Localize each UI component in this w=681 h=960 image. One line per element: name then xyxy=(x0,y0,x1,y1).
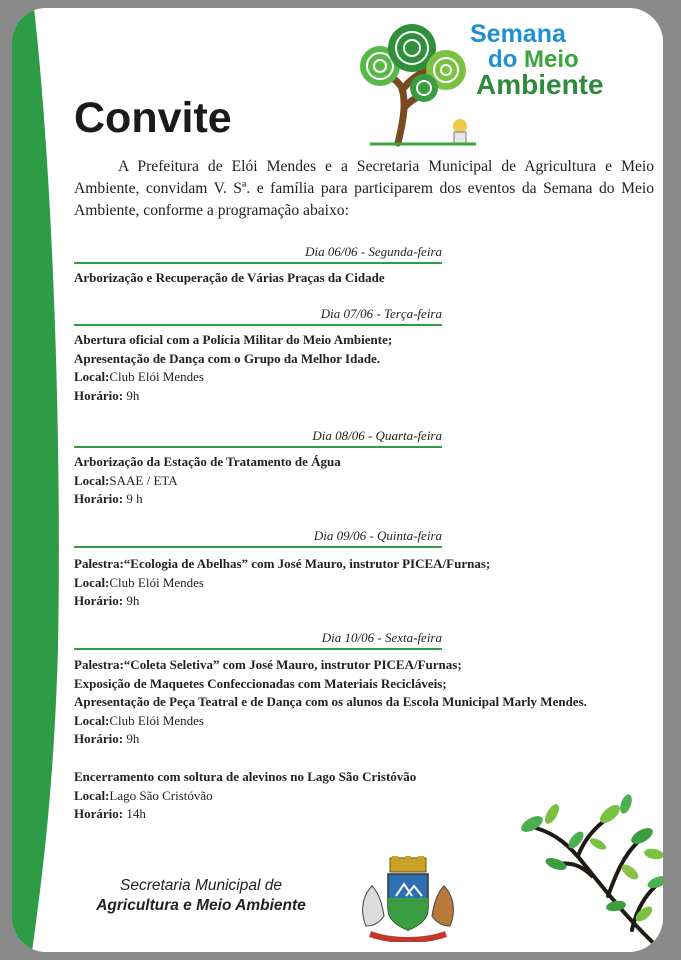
footer-secretaria xyxy=(76,876,326,916)
event-0806: Arborização da Estação de Tratamento de Água Local:SAAE / ETA Horário: 9 h xyxy=(74,454,341,506)
day-header-0806: Dia 08/06 - Quarta-feira xyxy=(74,428,442,448)
day-header-0906: Dia 09/06 - Quinta-feira xyxy=(74,528,442,548)
event-0606: Arborização e Recuperação de Várias Praças da Cidade xyxy=(74,270,385,285)
event-1006: Palestra:“Coleta Seletiva” com José Mauro, instrutor PICEA/Furnas; Exposição de Maquetes Confeccionadas com Materiais Recicláveis; Apresentação de Peça Teatral e de Dança com os alunos da Escola Municipal Marly Mendes. Local:Club Elói Mendes Horário: 9h xyxy=(74,657,587,746)
intro-paragraph: A Prefeitura de Elói Mendes e a Secretaria Municipal de Agricultura e Meio Ambiente, convidam V. Sª. e família para participarem dos eventos da Semana do Meio Ambiente, conforme a programação abaixo: xyxy=(74,158,654,219)
logo-line-ambiente: Ambiente xyxy=(476,69,604,100)
event-0706: Abertura oficial com a Polícia Militar do Meio Ambiente; Apresentação de Dança com o Grupo da Melhor Idade. Local:Club Elói Mendes Horário: 9h xyxy=(74,332,393,403)
logo-line-do-meio: do Meio xyxy=(488,46,579,73)
logo-line-semana: Semana xyxy=(470,20,566,48)
day-header-0706: Dia 07/06 - Terça-feira xyxy=(74,306,442,326)
page-title: Convite xyxy=(74,94,232,142)
event-closing: Encerramento com soltura de alevinos no Lago São Cristóvão Local:Lago São Cristóvão Horário: 14h xyxy=(74,769,417,821)
branch-leaves-icon xyxy=(512,784,663,952)
tree-logo-icon xyxy=(350,18,480,148)
invitation-page xyxy=(12,8,663,952)
coat-of-arms-icon xyxy=(352,856,464,942)
day-header-1006: Dia 10/06 - Sexta-feira xyxy=(74,630,442,650)
green-side-band xyxy=(12,8,72,952)
event-logo-text xyxy=(470,20,604,100)
day-header-0606: Dia 06/06 - Segunda-feira xyxy=(74,244,442,264)
event-0906: Palestra:“Ecologia de Abelhas” com José Mauro, instrutor PICEA/Furnas; Local:Club Elói Mendes Horário: 9h xyxy=(74,556,491,608)
footer-line-2: Agricultura e Meio Ambiente xyxy=(96,897,306,914)
footer-line-1: Secretaria Municipal de xyxy=(120,877,282,894)
